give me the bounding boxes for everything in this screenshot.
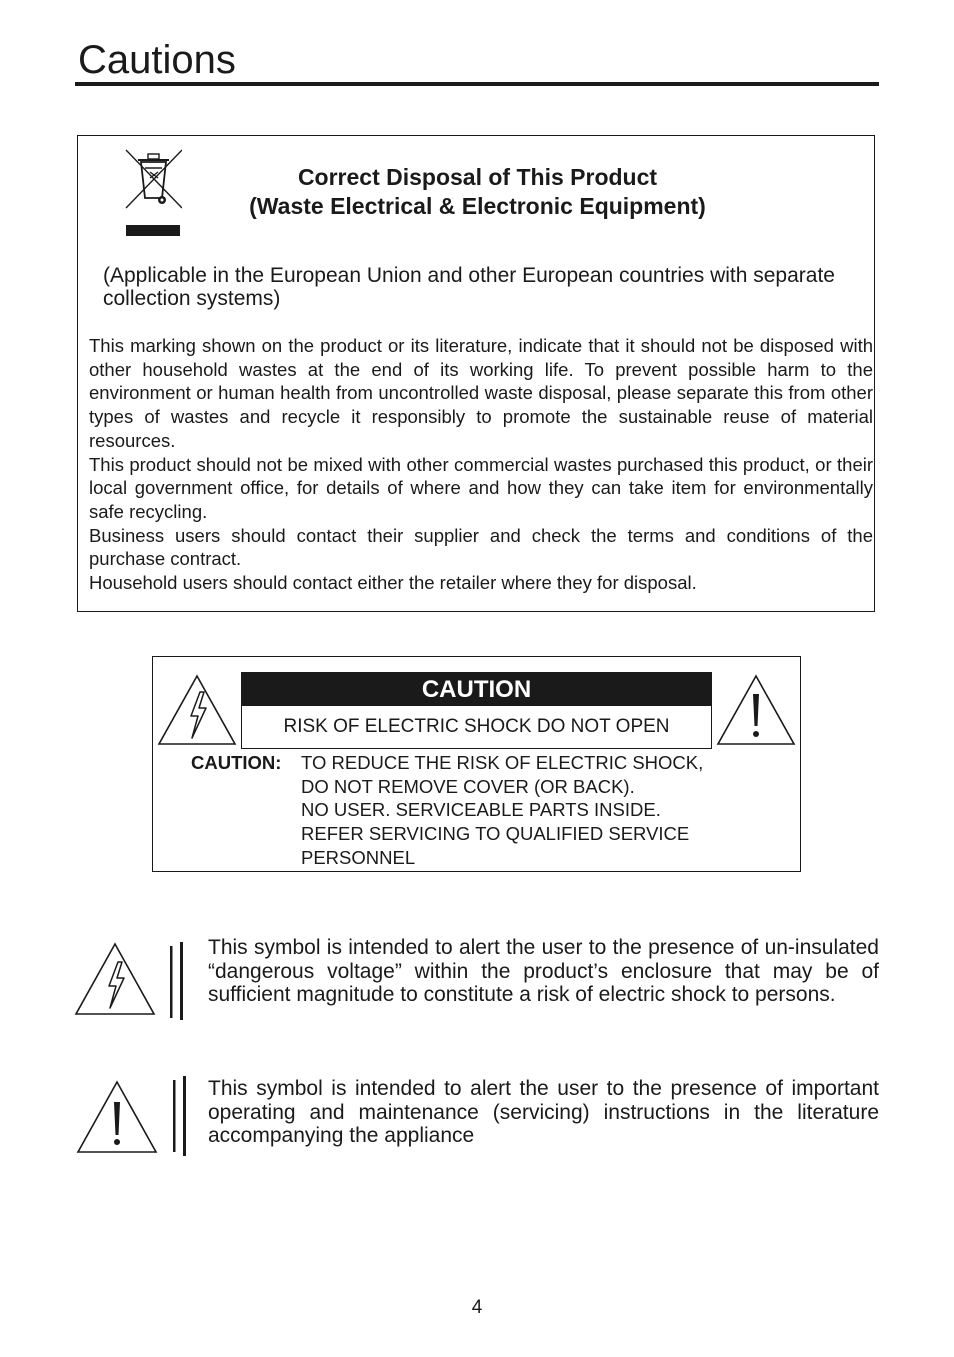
caution-instructions bbox=[301, 751, 791, 870]
disposal-paragraph: Business users should contact their supplier and check the terms and conditions of the purchase contract. bbox=[89, 524, 873, 570]
exclamation-warning-triangle-icon bbox=[716, 674, 796, 746]
disposal-paragraph: This marking shown on the product or its literature, indicate that it should not be disposed with other household wastes at the end of its working life. To prevent possible harm to the environment or human health from uncontrolled waste disposal, please separate this from other types of wastes and recycle it responsibly to promote the sustainable reuse of material resources. bbox=[89, 335, 873, 451]
page-title: Cautions bbox=[78, 38, 236, 82]
caution-line: REFER SERVICING TO QUALIFIED SERVICE bbox=[301, 823, 690, 845]
caution-line: DO NOT REMOVE COVER (OR BACK). bbox=[301, 775, 635, 797]
caution-key-label: CAUTION: bbox=[191, 752, 282, 773]
crossed-out-wheelie-bin-icon bbox=[124, 148, 182, 238]
disposal-title bbox=[200, 163, 755, 221]
disposal-title-line-1: Correct Disposal of This Product bbox=[297, 164, 658, 190]
exclamation-symbol-explanation: This symbol is intended to alert the user to the presence of important operating and maintenance (servicing) instructions in the literature accompanying the appliance bbox=[208, 1077, 879, 1148]
title-divider bbox=[75, 82, 879, 86]
lightning-symbol-explanation: This symbol is intended to alert the user to the presence of un-insulated “dangerous voltage” within the product’s enclosure that may be of sufficient magnitude to constitute a risk of electric shock to persons. bbox=[208, 936, 879, 1007]
caution-header: CAUTION bbox=[242, 673, 711, 706]
separator-bars bbox=[173, 1076, 187, 1156]
page-number: 4 bbox=[471, 1297, 483, 1318]
separator-bars bbox=[170, 942, 184, 1022]
exclamation-warning-triangle-icon bbox=[76, 1080, 158, 1154]
disposal-title-line-2: (Waste Electrical & Electronic Equipment) bbox=[249, 193, 706, 219]
disposal-applicability-note: (Applicable in the European Union and other European countries with separate collection systems) bbox=[103, 264, 835, 310]
caution-line: TO REDUCE THE RISK OF ELECTRIC SHOCK, bbox=[301, 752, 704, 773]
lightning-warning-triangle-icon bbox=[74, 942, 156, 1016]
caution-risk-text: RISK OF ELECTRIC SHOCK DO NOT OPEN bbox=[283, 716, 670, 737]
caution-line: PERSONNEL bbox=[301, 846, 416, 868]
caution-line: NO USER. SERVICEABLE PARTS INSIDE. bbox=[301, 799, 661, 821]
disposal-body bbox=[89, 334, 873, 595]
disposal-paragraph: This product should not be mixed with other commercial wastes purchased this product, or their local government office, for details of where and how they can take item for environmentally safe recycling. bbox=[89, 453, 873, 522]
lightning-warning-triangle-icon bbox=[157, 674, 237, 746]
disposal-paragraph: Household users should contact either the retailer where they for disposal. bbox=[89, 572, 697, 594]
